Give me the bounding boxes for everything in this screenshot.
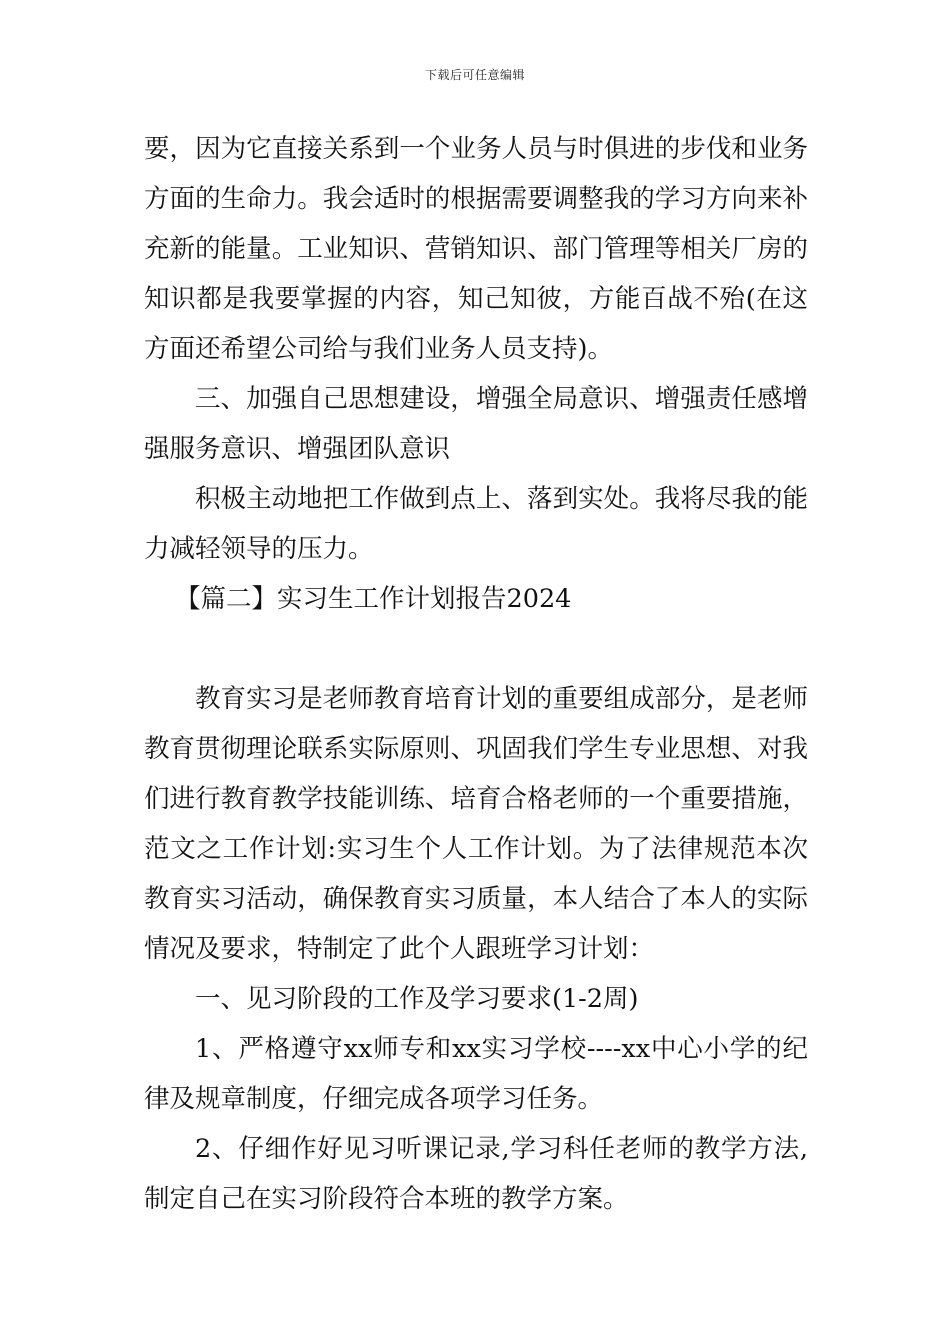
paragraph-5: 一、见习阶段的工作及学习要求(1-2周) bbox=[195, 984, 639, 1014]
paragraph-4: 教育实习是老师教育培育计划的重要组成部分，是老师教育贯彻理论联系实际原则、巩固我们学生专业思想、对我们进行教育教学技能训练、培育合格老师的一个重要措施，范文之工作计划:实习生个人工作计划。为了法律规范本次教育实习活动，确保教育实习质量，本人结合了本人的实际情况及要求，特制定了此个人跟班学习计划： bbox=[144, 684, 808, 964]
paragraph-3: 积极主动地把工作做到点上、落到实处。我将尽我的能力减轻领导的压力。 bbox=[144, 484, 808, 564]
header-note: 下载后可任意编辑 bbox=[424, 68, 525, 82]
paragraph-7: 2、仔细作好见习听课记录,学习科任老师的教学方法,制定自己在实习阶段符合本班的教学方案。 bbox=[144, 1134, 808, 1214]
blank-line bbox=[144, 624, 808, 674]
paragraph-2: 三、加强自己思想建设，增强全局意识、增强责任感增强服务意识、增强团队意识 bbox=[144, 384, 808, 464]
paragraph-6: 1、严格遵守xx师专和xx实习学校----xx中心小学的纪律及规章制度，仔细完成各项学习任务。 bbox=[144, 1034, 808, 1114]
document-body bbox=[144, 124, 808, 1224]
section-heading: 【篇二】实习生工作计划报告2024 bbox=[175, 584, 572, 614]
paragraph-1: 要，因为它直接关系到一个业务人员与时俱进的步伐和业务方面的生命力。我会适时的根据需要调整我的学习方向来补充新的能量。工业知识、营销知识、部门管理等相关厂房的知识都是我要掌握的内容，知己知彼，方能百战不殆(在这方面还希望公司给与我们业务人员支持)。 bbox=[144, 134, 808, 364]
